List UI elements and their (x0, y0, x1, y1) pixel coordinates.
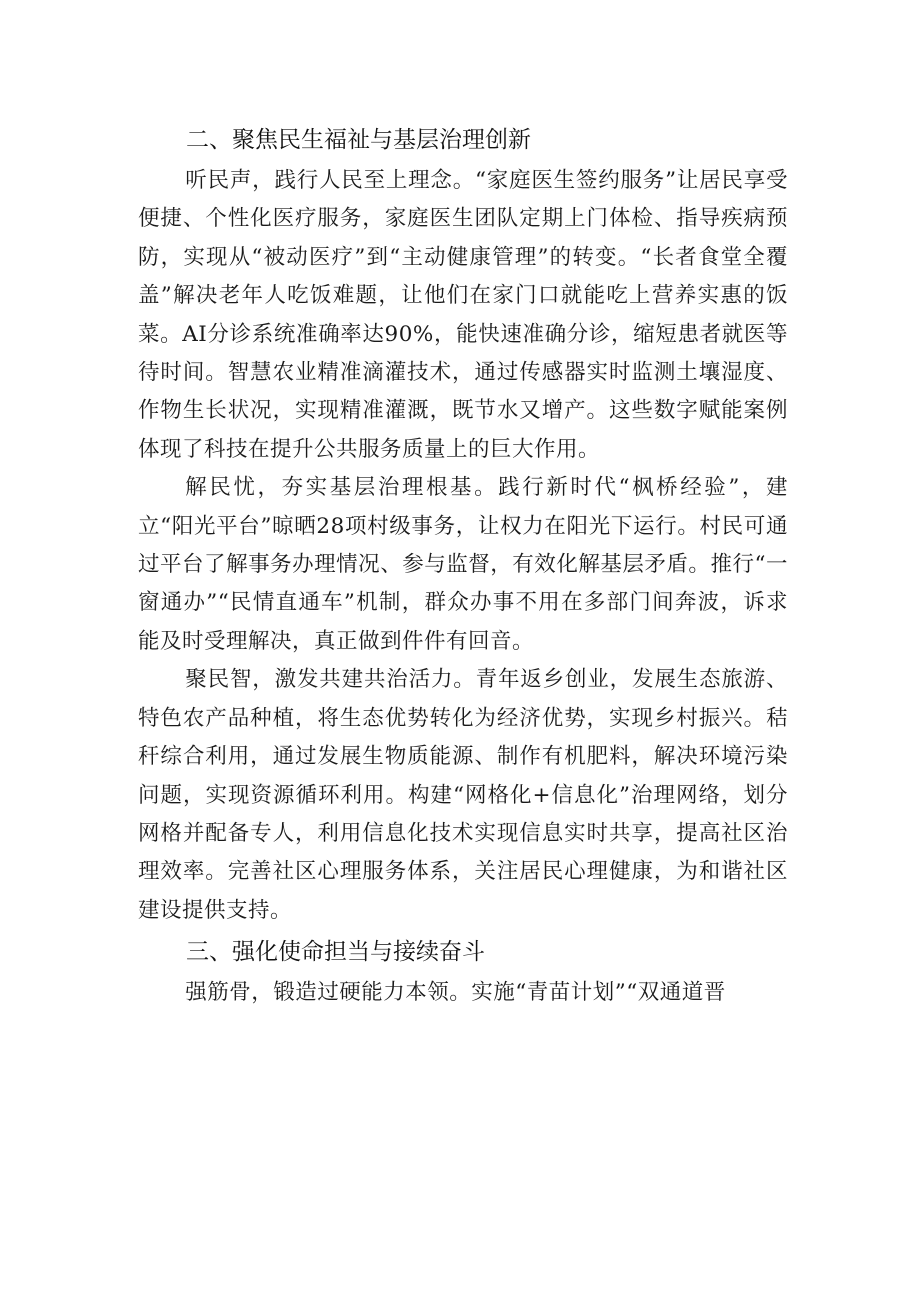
section-heading-2: 二、聚焦民生福祉与基层治理创新 (186, 127, 531, 153)
paragraph-strengthen-skills: 强筋骨，锻造过硬能力本领。实施“青苗计划”“双通道晋 (185, 980, 726, 1006)
section-heading-3: 三、强化使命担当与接续奋斗 (186, 939, 485, 966)
paragraph-resolve-worries: 解民忧，夯实基层治理根基。践行新时代“枫桥经验”，建立“阳光平台”晾晒28项村级事务，让权力在阳光下运行。村民可通过平台了解事务办理情况、参与监督，有效化解基层矛盾。推行“一窗通办”“民情直通车”机制，群众办事不用在多部门间奔波，诉求能及时受理解决，真正做到件件有回音。 (138, 475, 788, 654)
document-body (138, 118, 788, 1013)
paragraph-gather-wisdom: 聚民智，激发共建共治活力。青年返乡创业，发展生态旅游、特色农产品种植，将生态优势转化为经济优势，实现乡村振兴。秸秆综合利用，通过发展生物质能源、制作有机肥料，解决环境污染问题，实现资源循环利用。构建“网格化+信息化”治理网络，划分网格并配备专人，利用信息化技术实现信息实时共享，提高社区治理效率。完善社区心理服务体系，关注居民心理健康，为和谐社区建设提供支持。 (138, 667, 788, 923)
paragraph-listen-to-people: 听民声，践行人民至上理念。“家庭医生签约服务”让居民享受便捷、个性化医疗服务，家庭医生团队定期上门体检、指导疾病预防，实现从“被动医疗”到“主动健康管理”的转变。“长者食堂全覆盖”解决老年人吃饭难题，让他们在家门口就能吃上营养实惠的饭菜。AI分诊系统准确率达90%，能快速准确分诊，缩短患者就医等待时间。智慧农业精准滴灌技术，通过传感器实时监测土壤湿度、作物生长状况，实现精准灌溉，既节水又增产。这些数字赋能案例体现了科技在提升公共服务质量上的巨大作用。 (138, 168, 788, 462)
